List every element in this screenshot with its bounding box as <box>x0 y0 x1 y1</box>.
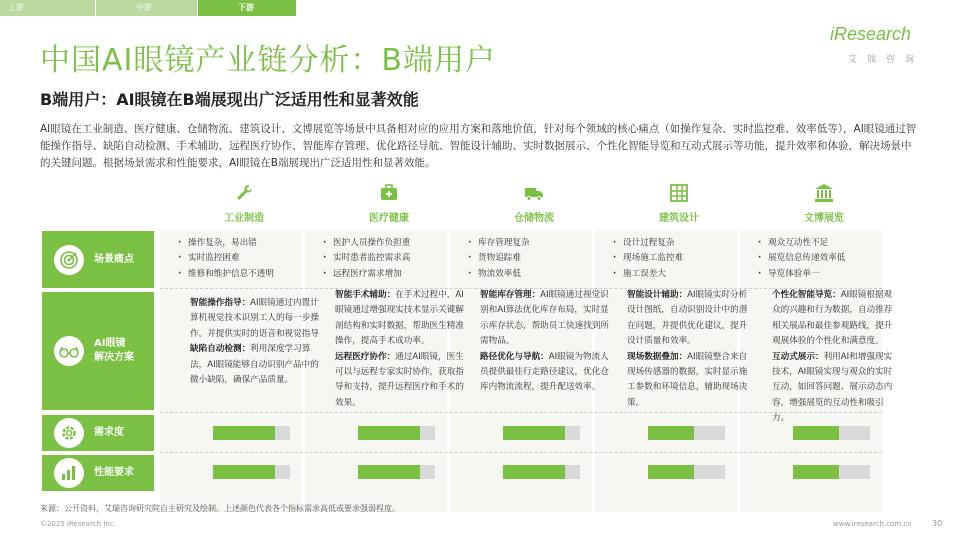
demand-bar <box>503 426 580 440</box>
sector-industrial <box>174 183 314 224</box>
performance-bar <box>213 465 290 479</box>
performance-bar-fill <box>213 465 275 479</box>
solution-paragraph: 互动式展示：利用AI和增强现实技术，AI眼镜实现与观众的实时互动，如回答问题、展示动态内容，增强展览的互动性和吸引力。 <box>772 351 893 424</box>
row-separator <box>160 452 882 453</box>
solution-paragraph: 个性化智能导览：AI眼镜根据观众的兴趣和行为数据，自动推荐相关展品和最佳参观路线，提升观展体验的个性化和满意度。 <box>772 290 893 347</box>
list-item: · 施工误差大 <box>613 267 738 282</box>
solution-paragraph: 缺陷自动检测：利用深度学习算法，AI眼镜能够自动识别产品中的微小缺陷，确保产品质量。 <box>190 344 319 386</box>
tab-upstream[interactable]: 上游 <box>0 0 95 16</box>
list-item: · 观众互动性不足 <box>758 236 883 251</box>
list-item: · 展览信息传递效率低 <box>758 251 883 266</box>
rowhead-demand <box>42 415 154 451</box>
pain-cell-industrial <box>178 236 303 282</box>
logo-sub: 艾瑞咨询 <box>848 55 925 65</box>
rowhead-label: 场景痛点 <box>94 253 134 265</box>
performance-bar-fill <box>793 465 839 479</box>
demand-bar-fill <box>213 426 275 440</box>
list-item: · 维修和维护信息不透明 <box>178 267 303 282</box>
list-item: · 导览体验单一 <box>758 267 883 282</box>
performance-bar-empty <box>839 465 870 479</box>
tab-midstream[interactable]: 中游 <box>96 0 197 16</box>
list-item: · 货物追踪难 <box>468 251 593 266</box>
solution-paragraph: 智能手术辅助：在手术过程中，AI眼镜通过增强现实技术显示关键解剖结构和实时数据，帮助医生精准操作，提高手术成功率。 <box>335 290 464 347</box>
solution-paragraph: 远程医疗协作：通过AI眼镜，医生可以与远程专家实时协作，获取指导和支持，提升远程医疗和手术的效果。 <box>335 351 464 408</box>
logo-brand: iResearch <box>830 24 912 44</box>
rowhead-label: AI眼镜 解决方案 <box>94 338 134 363</box>
list-item: · 医护人员操作负担重 <box>323 236 448 251</box>
performance-bar-fill <box>358 465 420 479</box>
list-item: · 现场施工监控难 <box>613 251 738 266</box>
demand-bar-empty <box>694 426 725 440</box>
page-number: 30 <box>932 519 943 528</box>
performance-bar-fill <box>503 465 565 479</box>
wrench-icon <box>234 183 254 203</box>
list-item: · 物流效率低 <box>468 267 593 282</box>
performance-bar <box>793 465 870 479</box>
sector-label: 医疗健康 <box>369 213 409 224</box>
list-item: · 设计过程复杂 <box>613 236 738 251</box>
list-item: · 实时监控困难 <box>178 251 303 266</box>
rowhead-label: 需求度 <box>94 427 124 438</box>
demand-bar-empty <box>420 426 435 440</box>
performance-bar-empty <box>694 465 725 479</box>
truck-icon <box>524 183 544 203</box>
target-icon <box>54 245 84 275</box>
performance-bar <box>358 465 435 479</box>
list-item: · 操作复杂，易出错 <box>178 236 303 251</box>
sector-museum <box>754 183 894 224</box>
solution-paragraph: 现场数据叠加：AI眼镜整合来自现场传感器的数据，实时显示施工参数和环境信息，辅助现场决策。 <box>627 351 748 408</box>
performance-bar-empty <box>565 465 580 479</box>
performance-bar-empty <box>275 465 290 479</box>
solution-paragraph: 路径优化与导航：AI眼镜为物流人员提供最佳行走路径建议，优化仓库内物流流程，提升配送效率。 <box>480 351 609 393</box>
pain-cell-medical <box>323 236 448 282</box>
museum-icon <box>814 183 834 203</box>
demand-bar-empty <box>275 426 290 440</box>
demand-bar <box>213 426 290 440</box>
intro-paragraph: AI眼镜在工业制造、医疗健康、仓储物流、建筑设计、文博展览等场景中具备相对应的应用方案和落地价值，针对每个领域的核心痛点（如操作复杂、实时监控难、效率低等），AI眼镜通过智能操作指导、缺陷自动检测、手术辅助、远程医疗协作、智能库存管理、优化路径导航、智能设计辅助、实时数据展示、个性化智能导览和互动式展示等功能，提升效率和体验，解决场景中的关键问题。根据场景需求和性能要求，AI眼镜在B端展现出广泛适用性和显著效能。 <box>40 123 917 169</box>
demand-bar-empty <box>839 426 870 440</box>
sector-medical <box>319 183 459 224</box>
source-note: 来源：公开资料，艾瑞咨询研究院自主研究及绘制。上述颜色代表各个指标需求高低或要求强弱程度。 <box>40 504 400 513</box>
solution-paragraph: 智能设计辅助：AI眼镜实时分析设计图纸，自动识别设计中的潜在问题，并提供优化建议，提升设计质量和效率。 <box>627 290 748 347</box>
tab-downstream[interactable]: 下游 <box>198 0 296 16</box>
pain-cell-logistics <box>468 236 593 282</box>
demand-bar-fill <box>503 426 565 440</box>
solution-cell-museum <box>772 288 900 427</box>
pain-cell-museum <box>758 236 883 282</box>
rowhead-pain-points <box>42 231 154 288</box>
sector-label: 文博展览 <box>804 213 844 224</box>
sector-label: 建筑设计 <box>659 213 699 224</box>
demand-bar <box>358 426 435 440</box>
solution-cell-logistics <box>480 288 610 396</box>
top-tabs <box>0 0 295 16</box>
performance-bar <box>503 465 580 479</box>
performance-bar-empty <box>420 465 435 479</box>
solution-cell-industrial <box>190 296 320 388</box>
rowhead-solutions <box>42 292 154 410</box>
demand-bar <box>793 426 870 440</box>
page-title: 中国AI眼镜产业链分析：B端用户 <box>40 43 496 78</box>
pain-cell-architecture <box>613 236 738 282</box>
iresearch-logo <box>830 24 940 68</box>
solution-cell-architecture <box>627 288 755 411</box>
list-item: · 库存管理复杂 <box>468 236 593 251</box>
subtitle: B端用户：AI眼镜在B端展现出广泛适用性和显著效能 <box>40 90 419 109</box>
performance-bar <box>648 465 725 479</box>
glasses-icon <box>54 336 84 366</box>
gear-icon <box>54 418 84 448</box>
demand-bar <box>648 426 725 440</box>
demand-bar-fill <box>793 426 839 440</box>
list-item: · 远程医疗需求增加 <box>323 267 448 282</box>
sector-label: 仓储物流 <box>514 213 554 224</box>
bar-chart-icon <box>54 458 84 488</box>
rowhead-label: 性能要求 <box>94 467 134 478</box>
sector-header-row <box>160 183 880 227</box>
medical-kit-icon <box>379 183 399 203</box>
sector-label: 工业制造 <box>224 213 264 224</box>
sector-architecture <box>609 183 749 224</box>
website-link[interactable]: www.iresearch.com.cn <box>833 520 912 528</box>
solution-paragraph: 智能库存管理：AI眼镜通过视觉识别和AI算法优化库存布局，实时显示库存状态，帮助员工快速找到所需物品。 <box>480 290 609 347</box>
copyright: ©2025 iResearch Inc. <box>40 520 116 528</box>
list-item: · 实时患者监控需求高 <box>323 251 448 266</box>
solution-paragraph: 智能操作指导：AI眼镜通过内置计算机视觉技术识别工人的每一步操作，并提供实时的语音和视觉指导 <box>190 298 319 339</box>
performance-bar-fill <box>648 465 694 479</box>
demand-bar-fill <box>358 426 420 440</box>
rowhead-performance <box>42 455 154 491</box>
demand-bar-fill <box>648 426 694 440</box>
sector-logistics <box>464 183 604 224</box>
solution-cell-medical <box>335 288 465 411</box>
demand-bar-empty <box>565 426 580 440</box>
building-icon <box>669 183 689 203</box>
